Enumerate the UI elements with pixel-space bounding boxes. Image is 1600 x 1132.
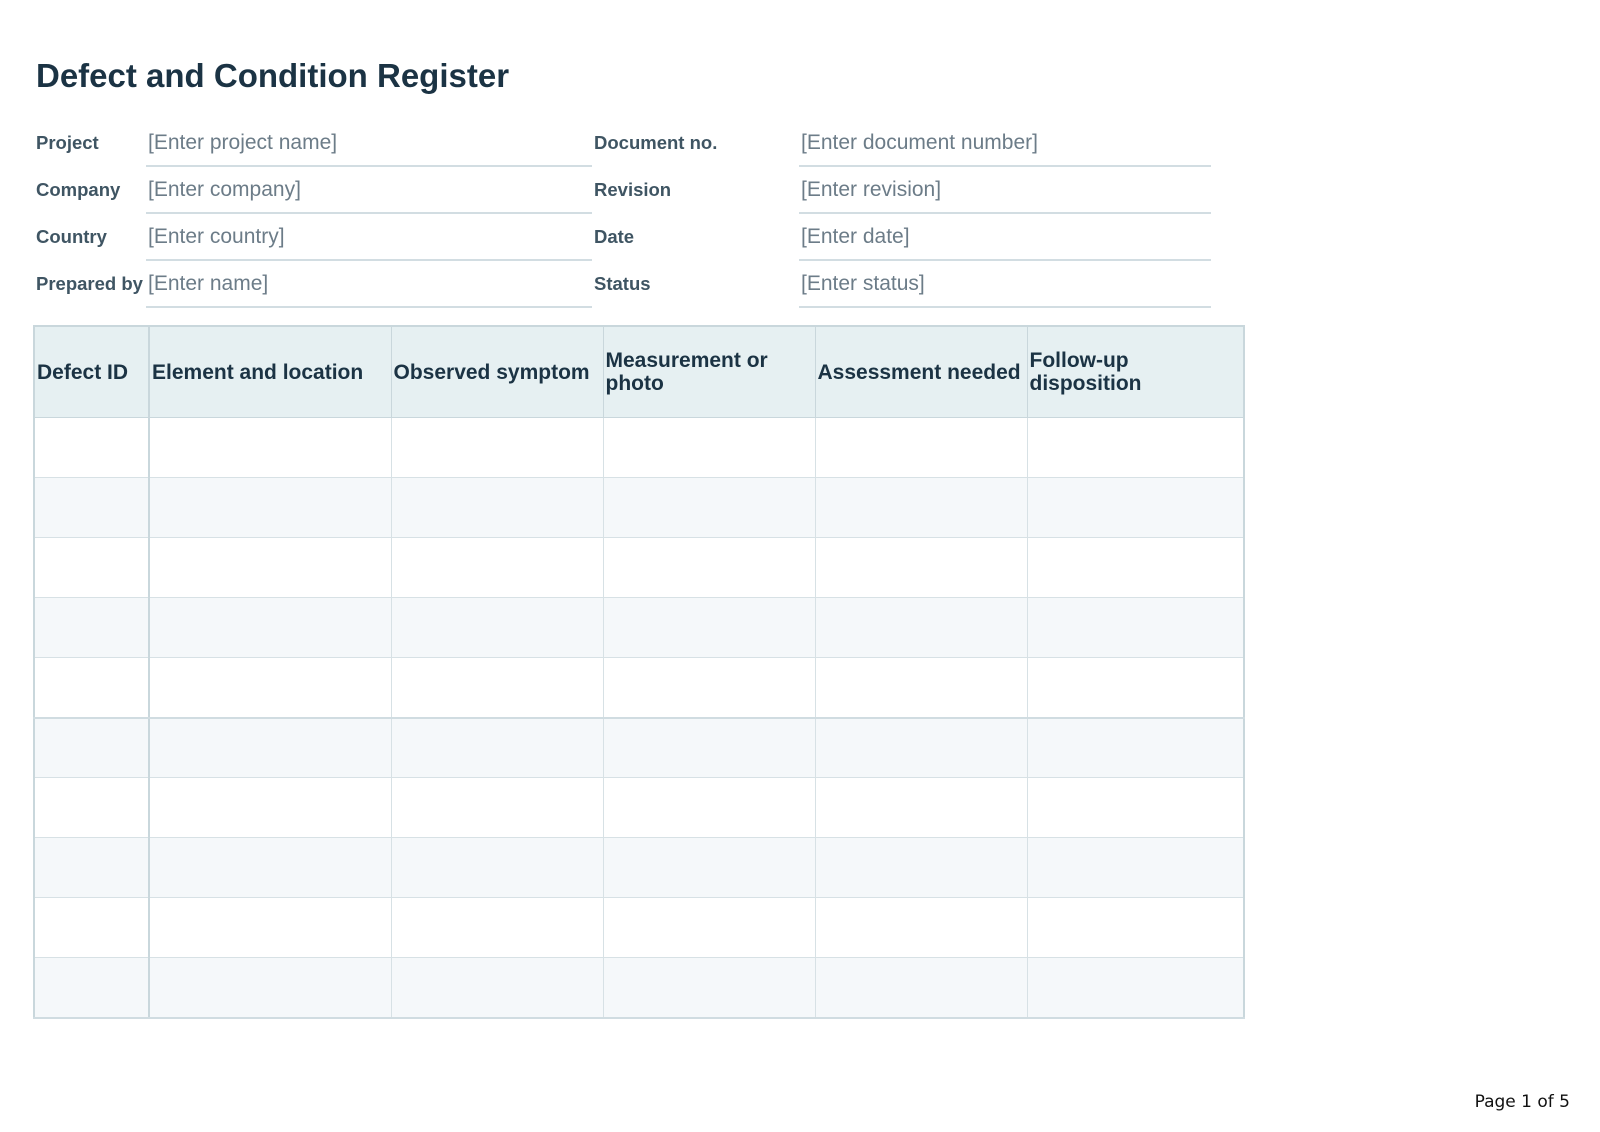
column-header-observed-symptom: Observed symptom [391,326,603,418]
column-header-element-location: Element and location [149,326,391,418]
table-row [34,778,1244,838]
meta-row [34,121,1242,168]
document-number-input[interactable] [799,125,1211,161]
meta-row [34,262,1242,309]
assessment-needed-cell[interactable] [815,898,1027,958]
observed-symptom-cell[interactable] [391,598,603,658]
prepared-by-input[interactable] [146,266,592,302]
project-input[interactable] [146,125,592,161]
measurement-photo-cell[interactable] [603,778,815,838]
follow-up-disposition-cell[interactable] [1027,778,1244,838]
table-row [34,658,1244,718]
column-header-assessment-needed: Assessment needed [815,326,1027,418]
page-title: Defect and Condition Register [36,57,510,94]
measurement-photo-cell[interactable] [603,718,815,778]
table-row [34,718,1244,778]
assessment-needed-cell[interactable] [815,478,1027,538]
element-location-cell[interactable] [149,898,391,958]
status-input[interactable] [799,266,1211,302]
meta-row [34,215,1242,262]
measurement-photo-cell[interactable] [603,598,815,658]
element-location-cell[interactable] [149,538,391,598]
table-row [34,538,1244,598]
table-row [34,478,1244,538]
table-row [34,838,1244,898]
company-label: Company [36,179,121,200]
assessment-needed-cell[interactable] [815,658,1027,718]
company-input[interactable] [146,172,592,208]
defect-id-cell[interactable] [34,718,149,778]
observed-symptom-cell[interactable] [391,478,603,538]
status-label: Status [594,273,651,294]
date-label: Date [594,226,635,247]
defect-id-cell[interactable] [34,658,149,718]
follow-up-disposition-cell[interactable] [1027,958,1244,1018]
element-location-cell[interactable] [149,418,391,478]
date-field-line [799,215,1211,261]
measurement-photo-cell[interactable] [603,898,815,958]
document-metadata [34,121,1242,311]
measurement-photo-cell[interactable] [603,418,815,478]
follow-up-disposition-cell[interactable] [1027,418,1244,478]
assessment-needed-cell[interactable] [815,538,1027,598]
follow-up-disposition-cell[interactable] [1027,718,1244,778]
follow-up-disposition-cell[interactable] [1027,898,1244,958]
project-field-line [146,121,592,167]
observed-symptom-cell[interactable] [391,838,603,898]
company-field-line [146,168,592,214]
country-field-line [146,215,592,261]
defect-id-cell[interactable] [34,958,149,1018]
measurement-photo-cell[interactable] [603,538,815,598]
country-input[interactable] [146,219,592,255]
observed-symptom-cell[interactable] [391,538,603,598]
column-header-measurement-photo: Measurement or photo [603,326,815,418]
defect-register-table [33,325,1245,1019]
element-location-cell[interactable] [149,958,391,1018]
revision-label: Revision [594,179,672,200]
follow-up-disposition-cell[interactable] [1027,658,1244,718]
prepared-by-label: Prepared by [36,273,143,294]
element-location-cell[interactable] [149,718,391,778]
date-input[interactable] [799,219,1211,255]
assessment-needed-cell[interactable] [815,598,1027,658]
observed-symptom-cell[interactable] [391,718,603,778]
table-row [34,958,1244,1018]
column-header-follow-up-disposition: Follow-up disposition [1027,326,1244,418]
status-field-line [799,262,1211,308]
element-location-cell[interactable] [149,598,391,658]
revision-input[interactable] [799,172,1211,208]
observed-symptom-cell[interactable] [391,658,603,718]
defect-id-cell[interactable] [34,898,149,958]
defect-id-cell[interactable] [34,598,149,658]
observed-symptom-cell[interactable] [391,418,603,478]
country-label: Country [36,226,107,247]
document-number-label: Document no. [594,132,718,153]
assessment-needed-cell[interactable] [815,838,1027,898]
defect-id-cell[interactable] [34,778,149,838]
table-row [34,598,1244,658]
follow-up-disposition-cell[interactable] [1027,598,1244,658]
defect-id-cell[interactable] [34,418,149,478]
assessment-needed-cell[interactable] [815,718,1027,778]
defect-id-cell[interactable] [34,838,149,898]
element-location-cell[interactable] [149,658,391,718]
measurement-photo-cell[interactable] [603,478,815,538]
defect-id-cell[interactable] [34,538,149,598]
observed-symptom-cell[interactable] [391,898,603,958]
defect-id-cell[interactable] [34,478,149,538]
element-location-cell[interactable] [149,478,391,538]
measurement-photo-cell[interactable] [603,838,815,898]
follow-up-disposition-cell[interactable] [1027,838,1244,898]
assessment-needed-cell[interactable] [815,778,1027,838]
assessment-needed-cell[interactable] [815,958,1027,1018]
page-number: Page 1 of 5 [1474,1092,1570,1112]
measurement-photo-cell[interactable] [603,658,815,718]
assessment-needed-cell[interactable] [815,418,1027,478]
element-location-cell[interactable] [149,778,391,838]
table-header-row [34,326,1244,418]
column-header-defect-id: Defect ID [34,326,149,418]
table-row [34,418,1244,478]
table-row [34,898,1244,958]
observed-symptom-cell[interactable] [391,958,603,1018]
meta-row [34,168,1242,215]
measurement-photo-cell[interactable] [603,958,815,1018]
element-location-cell[interactable] [149,838,391,898]
revision-field-line [799,168,1211,214]
project-label: Project [36,132,99,153]
document-number-field-line [799,121,1211,167]
observed-symptom-cell[interactable] [391,778,603,838]
follow-up-disposition-cell[interactable] [1027,478,1244,538]
prepared-by-field-line [146,262,592,308]
follow-up-disposition-cell[interactable] [1027,538,1244,598]
